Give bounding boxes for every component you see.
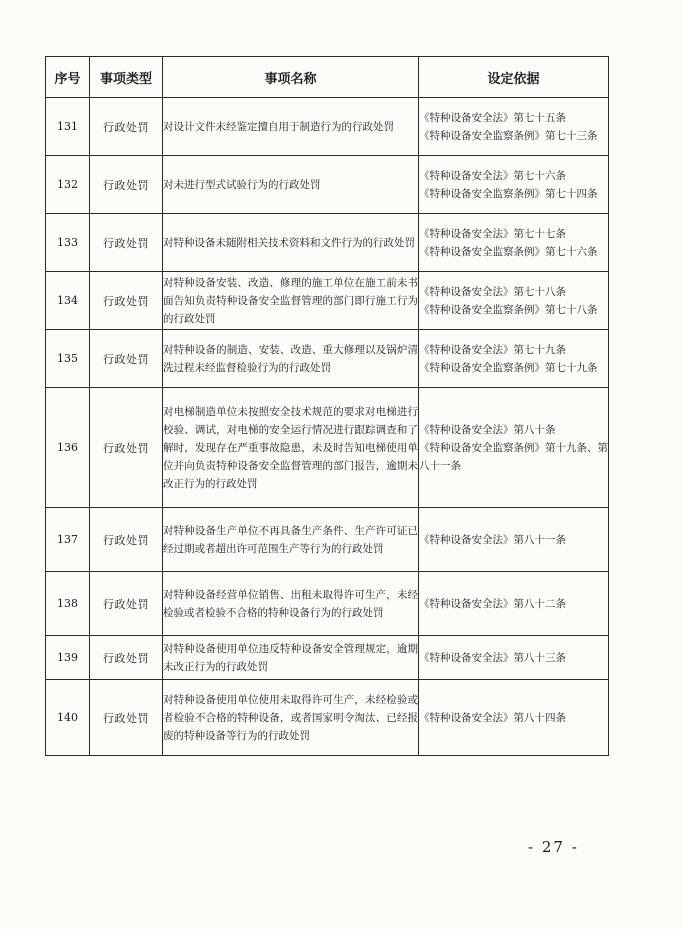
basis-line: 《特种设备安全法》第八十一条	[419, 533, 566, 546]
table-row	[46, 272, 609, 330]
row-number: 134	[46, 272, 90, 330]
row-number: 133	[46, 214, 90, 272]
row-basis	[419, 272, 609, 330]
table-row	[46, 508, 609, 572]
header-name: 事项名称	[163, 57, 419, 98]
row-name: 对特种设备使用单位使用未取得许可生产，未经检验或者检验不合格的特种设备，或者国家明令淘汰、已经报废的特种设备等行为的行政处罚	[163, 680, 419, 756]
basis-line: 《特种设备安全法》第八十三条	[419, 651, 566, 664]
regulation-table	[45, 56, 609, 756]
table-row	[46, 388, 609, 508]
row-basis	[419, 636, 609, 680]
table-row	[46, 636, 609, 680]
basis-line: 《特种设备安全法》第七十七条	[419, 227, 566, 240]
basis-line: 《特种设备安全监察条例》第七十三条	[419, 129, 598, 142]
table-row	[46, 156, 609, 214]
page-number: - 27 -	[528, 838, 579, 856]
row-number: 132	[46, 156, 90, 214]
row-name: 对设计文件未经鉴定擅自用于制造行为的行政处罚	[163, 98, 419, 156]
row-basis	[419, 572, 609, 636]
table-header-row	[46, 57, 609, 98]
basis-line: 《特种设备安全法》第八十二条	[419, 597, 566, 610]
row-name: 对特种设备安装、改造、修理的施工单位在施工前未书面告知负责特种设备安全监督管理的部门即行施工行为的行政处罚	[163, 272, 419, 330]
row-number: 138	[46, 572, 90, 636]
table-row	[46, 680, 609, 756]
row-number: 139	[46, 636, 90, 680]
header-no: 序号	[46, 57, 90, 98]
basis-line: 《特种设备安全监察条例》第十九条、第八十一条	[419, 441, 608, 472]
row-name: 对未进行型式试验行为的行政处罚	[163, 156, 419, 214]
basis-line: 《特种设备安全监察条例》第七十九条	[419, 361, 598, 374]
row-type: 行政处罚	[90, 508, 163, 572]
row-basis	[419, 680, 609, 756]
row-type: 行政处罚	[90, 156, 163, 214]
row-type: 行政处罚	[90, 680, 163, 756]
row-type: 行政处罚	[90, 214, 163, 272]
row-type: 行政处罚	[90, 636, 163, 680]
table-row	[46, 572, 609, 636]
row-type: 行政处罚	[90, 272, 163, 330]
table-row	[46, 98, 609, 156]
basis-line: 《特种设备安全监察条例》第七十八条	[419, 303, 598, 316]
row-number: 135	[46, 330, 90, 388]
basis-line: 《特种设备安全法》第七十八条	[419, 285, 566, 298]
basis-line: 《特种设备安全法》第八十四条	[419, 711, 566, 724]
basis-line: 《特种设备安全监察条例》第七十四条	[419, 187, 598, 200]
row-basis	[419, 98, 609, 156]
row-number: 137	[46, 508, 90, 572]
basis-line: 《特种设备安全法》第七十九条	[419, 343, 566, 356]
row-name: 对特种设备生产单位不再具备生产条件、生产许可证已经过期或者超出许可范围生产等行为的行政处罚	[163, 508, 419, 572]
row-name: 对电梯制造单位未按照安全技术规范的要求对电梯进行校验、调试，对电梯的安全运行情况进行跟踪调查和了解时，发现存在严重事故隐患，未及时告知电梯使用单位并向负责特种设备安全监督管理的部门报告，逾期未改正行为的行政处罚	[163, 388, 419, 508]
row-name: 对特种设备经营单位销售、出租未取得许可生产，未经检验或者检验不合格的特种设备行为的行政处罚	[163, 572, 419, 636]
header-type: 事项类型	[90, 57, 163, 98]
row-number: 140	[46, 680, 90, 756]
row-name: 对特种设备使用单位违反特种设备安全管理规定，逾期未改正行为的行政处罚	[163, 636, 419, 680]
row-type: 行政处罚	[90, 98, 163, 156]
basis-line: 《特种设备安全法》第七十五条	[419, 111, 566, 124]
row-basis	[419, 330, 609, 388]
basis-line: 《特种设备安全法》第八十条	[419, 423, 556, 436]
row-basis	[419, 214, 609, 272]
basis-line: 《特种设备安全监察条例》第七十六条	[419, 245, 598, 258]
row-type: 行政处罚	[90, 330, 163, 388]
row-name: 对特种设备未随附相关技术资料和文件行为的行政处罚	[163, 214, 419, 272]
row-basis	[419, 388, 609, 508]
row-basis	[419, 508, 609, 572]
row-number: 131	[46, 98, 90, 156]
table-row	[46, 330, 609, 388]
row-type: 行政处罚	[90, 572, 163, 636]
header-basis: 设定依据	[419, 57, 609, 98]
row-name: 对特种设备的制造、安装、改造、重大修理以及锅炉清洗过程未经监督检验行为的行政处罚	[163, 330, 419, 388]
row-number: 136	[46, 388, 90, 508]
row-basis	[419, 156, 609, 214]
table-row	[46, 214, 609, 272]
basis-line: 《特种设备安全法》第七十六条	[419, 169, 566, 182]
row-type: 行政处罚	[90, 388, 163, 508]
